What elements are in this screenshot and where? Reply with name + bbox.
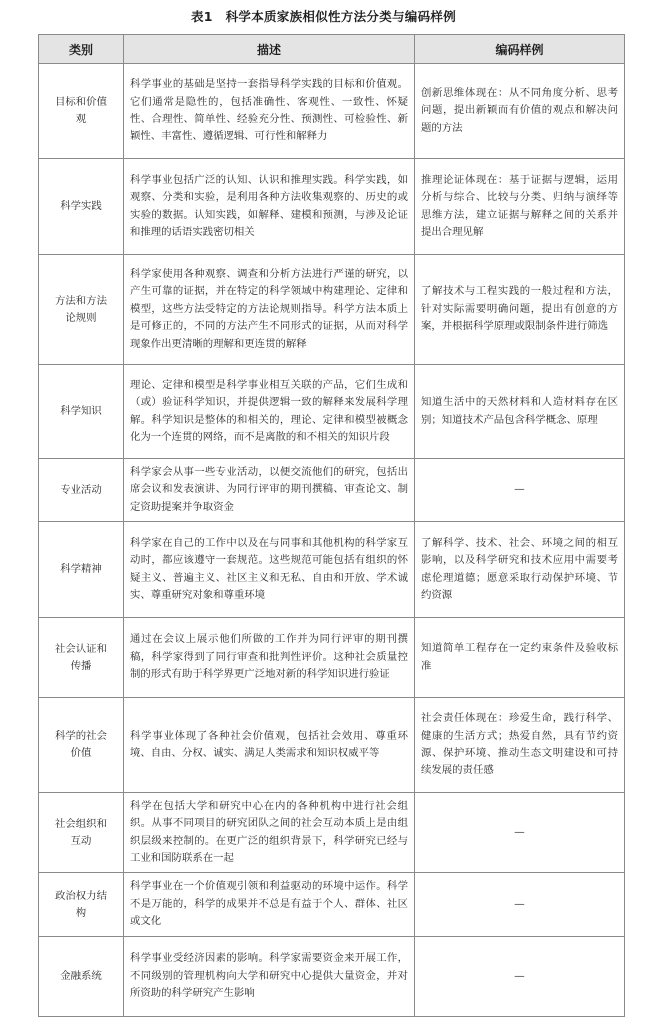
header-category: 类别	[39, 35, 124, 64]
row-category: 科学的社会价值	[39, 698, 124, 793]
table-row	[39, 459, 625, 522]
table-row	[39, 365, 625, 459]
row-description: 科学家在自己的工作中以及在与同事和其他机构的科学家互动时，都应该遵守一套规范。这些规范可能包括有组织的怀疑主义、普遍主义、社区主义和无私、自由和开放、学术诚实、尊重研究对象和尊重环境	[124, 522, 415, 618]
row-example: 了解技术与工程实践的一般过程和方法，针对实际需要明确问题，提出有创意的方案，并根据科学原理或限制条件进行筛选	[415, 255, 625, 365]
row-description: 科学事业的基础是坚持一套指导科学实践的目标和价值观。它们通常是隐性的，包括准确性、客观性、一致性、怀疑性、合理性、简单性、经验充分性、预测性、可检验性、新颖性、丰富性、遵循逻辑、可行性和解释力	[124, 64, 415, 159]
classification-table	[38, 34, 625, 1017]
header-description: 描述	[124, 35, 415, 64]
table-row	[39, 159, 625, 255]
row-example: —	[415, 793, 625, 873]
row-description: 科学家使用各种观察、调查和分析方法进行严谨的研究，以产生可靠的证据，并在特定的科学领域中构建理论、定律和模型，这些方法受特定的方法论规则指导。科学方法本质上是可修正的，不同的方法产生不同形式的证据，从而对科学现象作出更清晰的理解和更连贯的解释	[124, 255, 415, 365]
row-description: 科学在包括大学和研究中心在内的各种机构中进行社会组织。从事不同项目的研究团队之间的社会互动本质上是由组织层级来控制的。在更广泛的组织背景下，科学研究已经与工业和国防联系在一起	[124, 793, 415, 873]
header-example: 编码样例	[415, 35, 625, 64]
row-example: 社会责任体现在：珍爱生命，践行科学、健康的生活方式；热爱自然，具有节约资源、保护环境、推动生态文明建设和可持续发展的责任感	[415, 698, 625, 793]
row-description: 科学家会从事一些专业活动，以便交流他们的研究，包括出席会议和发表演讲、为同行评审的期刊撰稿、审查论文、制定资助提案并争取资金	[124, 459, 415, 522]
table-row	[39, 937, 625, 1017]
row-description: 理论、定律和模型是科学事业相互关联的产品，它们生成和（或）验证科学知识，并提供逻辑一致的解释来发展科学理解。科学知识是整体的和相关的，理论、定律和模型被概念化为一个连贯的网络，而不是离散的和不相关的知识片段	[124, 365, 415, 459]
row-example: —	[415, 873, 625, 937]
row-example: 推理论证体现在：基于证据与逻辑，运用分析与综合、比较与分类、归纳与演绎等思维方法，建立证据与解释之间的关系并提出合理见解	[415, 159, 625, 255]
row-category: 金融系统	[39, 937, 124, 1017]
row-description: 通过在会议上展示他们所做的工作并为同行评审的期刊撰稿，科学家得到了同行审查和批判性评价。这种社会质量控制的形式有助于科学界更广泛地对新的科学知识进行验证	[124, 618, 415, 698]
row-example: 知道生活中的天然材料和人造材料存在区别；知道技术产品包含科学概念、原理	[415, 365, 625, 459]
row-example: —	[415, 937, 625, 1017]
row-category: 科学实践	[39, 159, 124, 255]
row-description: 科学事业受经济因素的影响。科学家需要资金来开展工作，不同级别的管理机构向大学和研究中心提供大量资金，并对所资助的科学研究产生影响	[124, 937, 415, 1017]
row-description: 科学事业在一个价值观引领和利益驱动的环境中运作。科学不是万能的，科学的成果并不总是有益于个人、群体、社区或文化	[124, 873, 415, 937]
row-category: 目标和价值观	[39, 64, 124, 159]
row-category: 方法和方法论规则	[39, 255, 124, 365]
table-row	[39, 698, 625, 793]
table-row	[39, 793, 625, 873]
row-category: 专业活动	[39, 459, 124, 522]
table-row	[39, 64, 625, 159]
table-title: 表1 科学本质家族相似性方法分类与编码样例	[191, 9, 456, 24]
row-description: 科学事业体现了各种社会价值观，包括社会效用、尊重环境、自由、分权、诚实、满足人类需求和知识权威平等	[124, 698, 415, 793]
table-row	[39, 255, 625, 365]
row-description: 科学事业包括广泛的认知、认识和推理实践。科学实践，如观察、分类和实验，是利用各种方法收集观察的、历史的或实验的数据。认知实践，如解释、建模和预测，与涉及论证和推理的话语实践密切相关	[124, 159, 415, 255]
row-category: 政治权力结构	[39, 873, 124, 937]
table-row	[39, 618, 625, 698]
row-category: 科学精神	[39, 522, 124, 618]
table-row	[39, 873, 625, 937]
row-example: 了解科学、技术、社会、环境之间的相互影响，以及科学研究和技术应用中需要考虑伦理道德；愿意采取行动保护环境、节约资源	[415, 522, 625, 618]
row-category: 科学知识	[39, 365, 124, 459]
row-category: 社会认证和传播	[39, 618, 124, 698]
table-row	[39, 522, 625, 618]
table-header-row	[39, 35, 625, 64]
row-example: 创新思维体现在：从不同角度分析、思考问题，提出新颖而有价值的观点和解决问题的方法	[415, 64, 625, 159]
row-example: —	[415, 459, 625, 522]
row-example: 知道简单工程存在一定约束条件及验收标准	[415, 618, 625, 698]
row-category: 社会组织和互动	[39, 793, 124, 873]
